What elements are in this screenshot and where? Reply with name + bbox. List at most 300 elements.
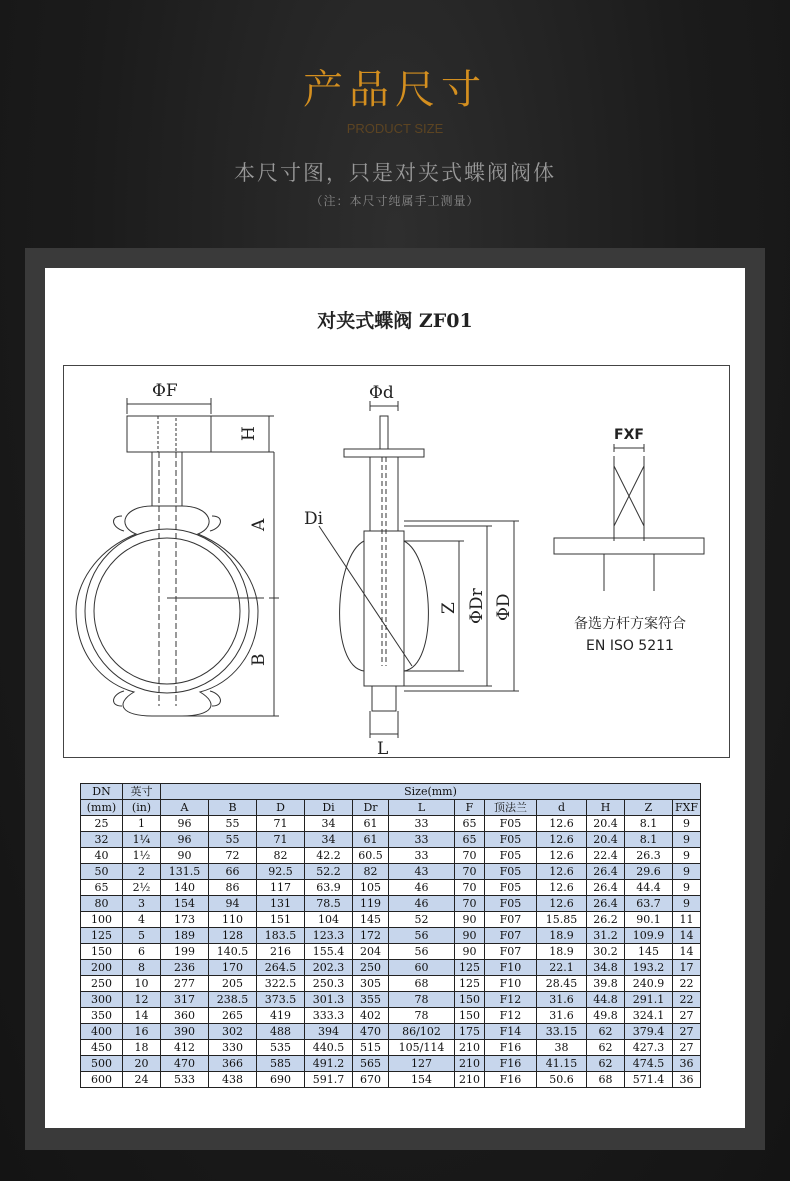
table-cell: 277: [161, 976, 209, 992]
table-row: [81, 912, 701, 928]
table-cell: 52.2: [305, 864, 353, 880]
table-cell: F14: [485, 1024, 537, 1040]
table-cell: 50.6: [537, 1072, 587, 1088]
table-cell: 175: [455, 1024, 485, 1040]
table-cell: 18.9: [537, 928, 587, 944]
table-cell: 11: [673, 912, 701, 928]
table-cell: 1½: [123, 848, 161, 864]
table-row: [81, 880, 701, 896]
side-body: [364, 531, 404, 686]
dim-di-leader: [319, 526, 412, 666]
table-cell: 30.2: [587, 944, 625, 960]
table-cell: 15.85: [537, 912, 587, 928]
iso-note-line2: EN ISO 5211: [586, 638, 674, 654]
table-cell: 366: [209, 1056, 257, 1072]
table-cell: 173: [161, 912, 209, 928]
table-cell: 56: [389, 928, 455, 944]
table-cell: 24: [123, 1072, 161, 1088]
table-cell: F16: [485, 1040, 537, 1056]
table-cell: F07: [485, 944, 537, 960]
table-header-cell: A: [161, 800, 209, 816]
technical-drawing: [63, 365, 730, 758]
table-cell: 317: [161, 992, 209, 1008]
table-cell: 140.5: [209, 944, 257, 960]
table-cell: 71: [257, 816, 305, 832]
dim-l: [370, 711, 398, 738]
table-cell: 150: [455, 1008, 485, 1024]
table-row: [81, 976, 701, 992]
table-cell: 42.2: [305, 848, 353, 864]
table-cell: 1: [123, 816, 161, 832]
table-cell: 44.8: [587, 992, 625, 1008]
table-cell: 68: [389, 976, 455, 992]
table-cell: 12.6: [537, 896, 587, 912]
table-cell: 49.8: [587, 1008, 625, 1024]
table-cell: 322.5: [257, 976, 305, 992]
note-line: （注：本尺寸纯属手工测量）: [310, 194, 480, 208]
table-cell: 27: [673, 1008, 701, 1024]
table-cell: 78: [389, 1008, 455, 1024]
side-neck: [370, 457, 398, 531]
table-cell: 412: [161, 1040, 209, 1056]
table-cell: 55: [209, 816, 257, 832]
table-cell: 29.6: [625, 864, 673, 880]
table-cell: 200: [81, 960, 123, 976]
table-cell: 2: [123, 864, 161, 880]
side-disc-right: [404, 541, 428, 671]
table-cell: 60: [389, 960, 455, 976]
table-header-cell: Dr: [353, 800, 389, 816]
table-cell: 125: [455, 976, 485, 992]
table-row: [81, 1008, 701, 1024]
table-cell: 210: [455, 1040, 485, 1056]
label-phi-d: ΦD: [494, 593, 514, 621]
table-cell: 34.8: [587, 960, 625, 976]
table-cell: 65: [455, 816, 485, 832]
label-a: A: [249, 518, 269, 531]
size-table-wrapper: [80, 783, 701, 1088]
table-cell: 324.1: [625, 1008, 673, 1024]
table-cell: 394: [305, 1024, 353, 1040]
table-cell: 36: [673, 1056, 701, 1072]
size-table: [80, 783, 701, 1088]
table-cell: 8: [123, 960, 161, 976]
table-cell: 690: [257, 1072, 305, 1088]
table-cell: 302: [209, 1024, 257, 1040]
table-cell: 110: [209, 912, 257, 928]
page-title: 产品尺寸: [303, 67, 487, 113]
table-cell: 90: [161, 848, 209, 864]
table-cell: 72: [209, 848, 257, 864]
table-cell: 17: [673, 960, 701, 976]
table-cell: 438: [209, 1072, 257, 1088]
table-cell: 127: [389, 1056, 455, 1072]
table-row: [81, 848, 701, 864]
table-cell: 34: [305, 816, 353, 832]
table-row: [81, 1024, 701, 1040]
table-header-cell: FXF: [673, 800, 701, 816]
label-di: Di: [304, 509, 324, 529]
table-cell: 12.6: [537, 880, 587, 896]
table-cell: 78.5: [305, 896, 353, 912]
table-cell: 500: [81, 1056, 123, 1072]
table-cell: 202.3: [305, 960, 353, 976]
table-cell: 205: [209, 976, 257, 992]
table-cell: 155.4: [305, 944, 353, 960]
label-phi-dr: ΦDr: [467, 588, 487, 624]
table-header-cell: L: [389, 800, 455, 816]
table-cell: 32: [81, 832, 123, 848]
table-cell: F05: [485, 880, 537, 896]
table-cell: 20.4: [587, 832, 625, 848]
side-stem: [380, 416, 388, 449]
table-cell: 189: [161, 928, 209, 944]
table-cell: 68: [587, 1072, 625, 1088]
table-cell: 41.15: [537, 1056, 587, 1072]
table-cell: 16: [123, 1024, 161, 1040]
label-h: H: [239, 426, 259, 441]
table-cell: 62: [587, 1040, 625, 1056]
table-header-cell: 顶法兰: [485, 800, 537, 816]
table-cell: 140: [161, 880, 209, 896]
table-row: [81, 1040, 701, 1056]
table-cell: 70: [455, 880, 485, 896]
table-cell: 61: [353, 832, 389, 848]
table-cell: 14: [673, 928, 701, 944]
table-row: [81, 992, 701, 1008]
fxf-lower: [604, 554, 654, 591]
table-cell: 360: [161, 1008, 209, 1024]
table-cell: 12.6: [537, 848, 587, 864]
table-cell: 470: [161, 1056, 209, 1072]
table-cell: 39.8: [587, 976, 625, 992]
table-cell: 43: [389, 864, 455, 880]
table-cell: 20.4: [587, 816, 625, 832]
table-cell: 92.5: [257, 864, 305, 880]
table-cell: 14: [673, 944, 701, 960]
table-cell: 105: [353, 880, 389, 896]
valve-drawing-svg: [64, 366, 731, 759]
table-cell: 12.6: [537, 816, 587, 832]
table-cell: 96: [161, 816, 209, 832]
stem-square: [158, 416, 176, 452]
table-cell: 26.4: [587, 880, 625, 896]
table-cell: 80: [81, 896, 123, 912]
label-phi-d-small: Φd: [369, 383, 394, 403]
table-cell: 22.4: [587, 848, 625, 864]
table-cell: 150: [455, 992, 485, 1008]
table-cell: F07: [485, 928, 537, 944]
table-cell: 90: [455, 944, 485, 960]
top-flange: [127, 416, 211, 452]
table-header-cell: DN: [81, 784, 123, 800]
table-cell: 9: [673, 864, 701, 880]
table-cell: 210: [455, 1056, 485, 1072]
table-cell: 150: [81, 944, 123, 960]
table-cell: 265: [209, 1008, 257, 1024]
table-cell: F12: [485, 992, 537, 1008]
table-cell: 70: [455, 848, 485, 864]
table-cell: F12: [485, 1008, 537, 1024]
table-cell: 670: [353, 1072, 389, 1088]
table-cell: 172: [353, 928, 389, 944]
table-cell: 28.45: [537, 976, 587, 992]
table-cell: 183.5: [257, 928, 305, 944]
table-cell: 402: [353, 1008, 389, 1024]
table-cell: 400: [81, 1024, 123, 1040]
table-cell: 585: [257, 1056, 305, 1072]
table-cell: 250: [353, 960, 389, 976]
table-cell: 9: [673, 880, 701, 896]
fxf-flange: [554, 538, 704, 554]
table-cell: 300: [81, 992, 123, 1008]
table-cell: 18.9: [537, 944, 587, 960]
table-header-cell: (in): [123, 800, 161, 816]
table-cell: 56: [389, 944, 455, 960]
table-cell: F05: [485, 896, 537, 912]
table-cell: 170: [209, 960, 257, 976]
table-cell: 240.9: [625, 976, 673, 992]
table-header-row: [81, 800, 701, 816]
table-cell: 210: [455, 1072, 485, 1088]
table-cell: 125: [81, 928, 123, 944]
table-cell: 70: [455, 896, 485, 912]
table-cell: 515: [353, 1040, 389, 1056]
table-cell: 36: [673, 1072, 701, 1088]
table-cell: 26.4: [587, 864, 625, 880]
side-stem-hidden: [382, 457, 386, 666]
table-cell: F07: [485, 912, 537, 928]
table-row: [81, 832, 701, 848]
table-cell: 65: [81, 880, 123, 896]
table-cell: 104: [305, 912, 353, 928]
table-cell: 26.4: [587, 896, 625, 912]
table-cell: 355: [353, 992, 389, 1008]
table-cell: 33: [389, 832, 455, 848]
table-cell: 12.6: [537, 864, 587, 880]
table-cell: 151: [257, 912, 305, 928]
disc-outline: [94, 538, 240, 684]
table-cell: 600: [81, 1072, 123, 1088]
table-row: [81, 816, 701, 832]
table-cell: 27: [673, 1040, 701, 1056]
table-cell: 46: [389, 880, 455, 896]
table-cell: 90: [455, 912, 485, 928]
sheet-title: 对夹式蝶阀 ZF01: [317, 310, 473, 332]
table-cell: F16: [485, 1072, 537, 1088]
table-cell: 533: [161, 1072, 209, 1088]
table-cell: 61: [353, 816, 389, 832]
table-cell: 90.1: [625, 912, 673, 928]
table-row: [81, 896, 701, 912]
table-row: [81, 944, 701, 960]
table-cell: 535: [257, 1040, 305, 1056]
table-cell: 470: [353, 1024, 389, 1040]
table-cell: 63.7: [625, 896, 673, 912]
table-cell: 204: [353, 944, 389, 960]
side-disc-left: [340, 541, 364, 671]
table-cell: 12: [123, 992, 161, 1008]
table-cell: 305: [353, 976, 389, 992]
table-cell: 419: [257, 1008, 305, 1024]
table-cell: 450: [81, 1040, 123, 1056]
table-cell: 1¼: [123, 832, 161, 848]
table-row: [81, 1056, 701, 1072]
dim-fxf: [614, 444, 644, 452]
table-cell: 38: [537, 1040, 587, 1056]
table-cell: 440.5: [305, 1040, 353, 1056]
table-row: [81, 928, 701, 944]
table-cell: 105/114: [389, 1040, 455, 1056]
table-cell: 330: [209, 1040, 257, 1056]
table-row: [81, 1072, 701, 1088]
table-cell: 26.3: [625, 848, 673, 864]
table-cell: 154: [161, 896, 209, 912]
table-cell: 50: [81, 864, 123, 880]
table-cell: 145: [625, 944, 673, 960]
table-cell: 33: [389, 848, 455, 864]
table-header-cell: Di: [305, 800, 353, 816]
table-cell: 78: [389, 992, 455, 1008]
table-cell: 22: [673, 992, 701, 1008]
table-cell: 31.6: [537, 992, 587, 1008]
table-header-cell: 英寸: [123, 784, 161, 800]
table-cell: 8.1: [625, 816, 673, 832]
table-cell: 9: [673, 848, 701, 864]
table-cell: 46: [389, 896, 455, 912]
table-cell: 193.2: [625, 960, 673, 976]
table-cell: 33.15: [537, 1024, 587, 1040]
table-cell: F05: [485, 816, 537, 832]
table-cell: 125: [455, 960, 485, 976]
table-row: [81, 864, 701, 880]
table-cell: 100: [81, 912, 123, 928]
table-cell: 216: [257, 944, 305, 960]
table-cell: 131.5: [161, 864, 209, 880]
table-cell: 96: [161, 832, 209, 848]
table-cell: 119: [353, 896, 389, 912]
table-header-row: [81, 784, 701, 800]
table-cell: 8.1: [625, 832, 673, 848]
table-cell: 26.2: [587, 912, 625, 928]
table-row: [81, 960, 701, 976]
table-cell: 40: [81, 848, 123, 864]
table-cell: 6: [123, 944, 161, 960]
table-cell: 10: [123, 976, 161, 992]
table-cell: 52: [389, 912, 455, 928]
table-cell: 65: [455, 832, 485, 848]
table-cell: 491.2: [305, 1056, 353, 1072]
table-cell: 71: [257, 832, 305, 848]
table-header-cell: (mm): [81, 800, 123, 816]
table-cell: 291.1: [625, 992, 673, 1008]
label-z: Z: [439, 602, 459, 614]
table-cell: 34: [305, 832, 353, 848]
table-cell: 3: [123, 896, 161, 912]
table-cell: 60.5: [353, 848, 389, 864]
table-cell: 350: [81, 1008, 123, 1024]
table-cell: 145: [353, 912, 389, 928]
side-top-flange: [344, 449, 424, 457]
table-cell: 4: [123, 912, 161, 928]
table-cell: 70: [455, 864, 485, 880]
table-cell: F05: [485, 848, 537, 864]
table-cell: 22: [673, 976, 701, 992]
table-cell: 86/102: [389, 1024, 455, 1040]
table-cell: 33: [389, 816, 455, 832]
table-cell: F10: [485, 960, 537, 976]
table-cell: 86: [209, 880, 257, 896]
table-cell: 94: [209, 896, 257, 912]
table-cell: 123.3: [305, 928, 353, 944]
fxf-shaft: [614, 456, 644, 541]
table-cell: F05: [485, 864, 537, 880]
table-cell: 31.6: [537, 1008, 587, 1024]
label-l: L: [377, 739, 389, 759]
table-cell: 5: [123, 928, 161, 944]
table-cell: 63.9: [305, 880, 353, 896]
table-cell: 25: [81, 816, 123, 832]
table-cell: 236: [161, 960, 209, 976]
table-cell: 14: [123, 1008, 161, 1024]
table-cell: F05: [485, 832, 537, 848]
table-cell: 379.4: [625, 1024, 673, 1040]
table-cell: 44.4: [625, 880, 673, 896]
stem-hidden: [159, 452, 176, 706]
table-header-cell: B: [209, 800, 257, 816]
table-header-cell: Size(mm): [161, 784, 701, 800]
table-cell: 12.6: [537, 832, 587, 848]
table-cell: 565: [353, 1056, 389, 1072]
neck-outline: [152, 452, 182, 506]
table-cell: 474.5: [625, 1056, 673, 1072]
description-line: 本尺寸图，只是对夹式蝶阀阀体: [234, 161, 556, 185]
table-cell: 2½: [123, 880, 161, 896]
table-cell: 27: [673, 1024, 701, 1040]
table-cell: 199: [161, 944, 209, 960]
table-cell: 264.5: [257, 960, 305, 976]
table-cell: 109.9: [625, 928, 673, 944]
spec-sheet: [45, 268, 745, 1128]
table-cell: 9: [673, 832, 701, 848]
label-fxf: FXF: [614, 427, 644, 443]
table-cell: 31.2: [587, 928, 625, 944]
table-header-cell: d: [537, 800, 587, 816]
table-cell: 82: [353, 864, 389, 880]
table-cell: F10: [485, 976, 537, 992]
table-cell: 9: [673, 816, 701, 832]
table-cell: 571.4: [625, 1072, 673, 1088]
table-cell: 82: [257, 848, 305, 864]
table-header-cell: D: [257, 800, 305, 816]
table-cell: 66: [209, 864, 257, 880]
table-cell: 250: [81, 976, 123, 992]
table-cell: 390: [161, 1024, 209, 1040]
table-cell: 488: [257, 1024, 305, 1040]
body-ring: [85, 529, 249, 693]
fxf-cross: [614, 466, 644, 526]
table-cell: 22.1: [537, 960, 587, 976]
table-cell: 18: [123, 1040, 161, 1056]
iso-note-line1: 备选方杆方案符合: [574, 616, 686, 632]
table-cell: 301.3: [305, 992, 353, 1008]
table-cell: 427.3: [625, 1040, 673, 1056]
table-cell: 373.5: [257, 992, 305, 1008]
table-cell: 62: [587, 1056, 625, 1072]
table-cell: 55: [209, 832, 257, 848]
label-b: B: [249, 653, 269, 666]
table-cell: 131: [257, 896, 305, 912]
